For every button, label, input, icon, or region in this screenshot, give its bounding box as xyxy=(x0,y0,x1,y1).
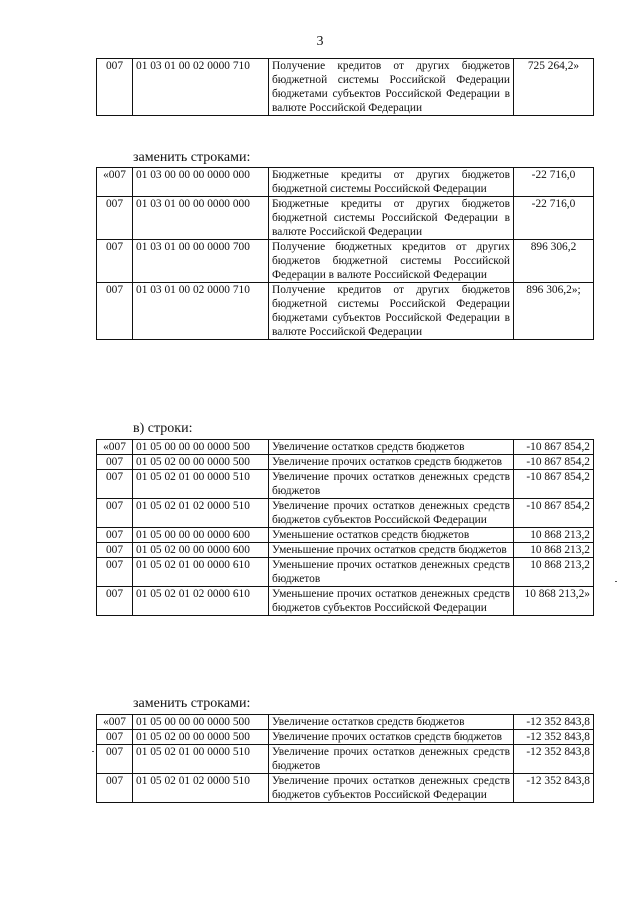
table-row xyxy=(97,558,594,587)
heading-replace-with-rows-2: заменить строками: xyxy=(133,696,251,711)
margin-mark xyxy=(92,751,94,752)
item-name-cell: Увеличение прочих остатков денежных средств бюджетов субъектов Российской Федерации xyxy=(269,774,514,803)
table-existing-balance-rows xyxy=(96,439,594,616)
table-row xyxy=(97,455,594,470)
table-row xyxy=(97,59,594,116)
item-name-cell: Уменьшение прочих остатков денежных средств бюджетов субъектов Российской Федерации xyxy=(269,587,514,616)
amount-cell: -12 352 843,8 xyxy=(514,715,594,730)
amount-cell: -12 352 843,8 xyxy=(514,730,594,745)
amount-cell: -10 867 854,2 xyxy=(514,470,594,499)
item-name-cell: Увеличение прочих остатков средств бюджетов xyxy=(269,455,514,470)
table-row xyxy=(97,499,594,528)
classification-code-cell: 01 05 02 01 00 0000 510 xyxy=(133,470,269,499)
amount-cell: 10 868 213,2» xyxy=(514,587,594,616)
amount-cell: -10 867 854,2 xyxy=(514,455,594,470)
amount-cell: 10 868 213,2 xyxy=(514,543,594,558)
table-row xyxy=(97,715,594,730)
classification-code-cell: 01 05 00 00 00 0000 500 xyxy=(133,715,269,730)
table-row xyxy=(97,774,594,803)
amount-cell: -22 716,0 xyxy=(514,168,594,197)
item-name-cell: Увеличение прочих остатков денежных средств бюджетов xyxy=(269,470,514,499)
item-name-cell: Бюджетные кредиты от других бюджетов бюджетной системы Российской Федерации xyxy=(269,168,514,197)
table-row xyxy=(97,168,594,197)
amount-cell: 10 868 213,2 xyxy=(514,528,594,543)
item-name-cell: Увеличение прочих остатков денежных средств бюджетов субъектов Российской Федерации xyxy=(269,499,514,528)
table-row xyxy=(97,745,594,774)
item-name-cell: Увеличение остатков средств бюджетов xyxy=(269,715,514,730)
classification-code-cell: 01 05 02 01 02 0000 510 xyxy=(133,499,269,528)
classification-code-cell: 01 05 02 01 00 0000 510 xyxy=(133,745,269,774)
classification-code-cell: 01 05 00 00 00 0000 500 xyxy=(133,440,269,455)
item-name-cell: Бюджетные кредиты от других бюджетов бюджетной системы Российской Федерации в валюте Российской Федерации xyxy=(269,197,514,240)
amount-cell: 10 868 213,2 xyxy=(514,558,594,587)
admin-code-cell: «007 xyxy=(97,440,133,455)
admin-code-cell: 007 xyxy=(97,558,133,587)
heading-section-v: в) строки: xyxy=(133,421,193,436)
amount-cell: -10 867 854,2 xyxy=(514,440,594,455)
classification-code-cell: 01 05 02 00 00 0000 500 xyxy=(133,455,269,470)
item-name-cell: Уменьшение прочих остатков средств бюджетов xyxy=(269,543,514,558)
admin-code-cell: 007 xyxy=(97,543,133,558)
admin-code-cell: 007 xyxy=(97,197,133,240)
margin-mark xyxy=(615,581,617,582)
table-row xyxy=(97,587,594,616)
classification-code-cell: 01 05 02 00 00 0000 600 xyxy=(133,543,269,558)
classification-code-cell: 01 05 02 01 02 0000 610 xyxy=(133,587,269,616)
admin-code-cell: 007 xyxy=(97,730,133,745)
item-name-cell: Увеличение прочих остатков денежных средств бюджетов xyxy=(269,745,514,774)
classification-code-cell: 01 03 01 00 00 0000 700 xyxy=(133,240,269,283)
table-row xyxy=(97,240,594,283)
page-number: 3 xyxy=(316,34,324,49)
table-row xyxy=(97,440,594,455)
item-name-cell: Увеличение прочих остатков средств бюджетов xyxy=(269,730,514,745)
table-row xyxy=(97,197,594,240)
admin-code-cell: «007 xyxy=(97,715,133,730)
admin-code-cell: 007 xyxy=(97,528,133,543)
admin-code-cell: 007 xyxy=(97,774,133,803)
table-row xyxy=(97,730,594,745)
table-row xyxy=(97,543,594,558)
table-row xyxy=(97,283,594,340)
classification-code-cell: 01 03 01 00 00 0000 000 xyxy=(133,197,269,240)
amount-cell: 725 264,2» xyxy=(514,59,594,116)
table-replacement-credit-rows xyxy=(96,167,594,340)
amount-cell: 896 306,2 xyxy=(514,240,594,283)
admin-code-cell: 007 xyxy=(97,470,133,499)
admin-code-cell: 007 xyxy=(97,745,133,774)
classification-code-cell: 01 03 01 00 02 0000 710 xyxy=(133,283,269,340)
amount-cell: -22 716,0 xyxy=(514,197,594,240)
classification-code-cell: 01 05 00 00 00 0000 600 xyxy=(133,528,269,543)
table-row xyxy=(97,528,594,543)
amount-cell: -12 352 843,8 xyxy=(514,745,594,774)
item-name-cell: Получение бюджетных кредитов от других бюджетов бюджетной системы Российской Федерации в валюте Российской Федерации xyxy=(269,240,514,283)
classification-code-cell: 01 03 00 00 00 0000 000 xyxy=(133,168,269,197)
table-existing-credit-row xyxy=(96,58,594,116)
item-name-cell: Уменьшение остатков средств бюджетов xyxy=(269,528,514,543)
classification-code-cell: 01 03 01 00 02 0000 710 xyxy=(133,59,269,116)
item-name-cell: Получение кредитов от других бюджетов бюджетной системы Российской Федерации бюджетами субъектов Российской Федерации в валюте Российской Федерации xyxy=(269,283,514,340)
classification-code-cell: 01 05 02 01 02 0000 510 xyxy=(133,774,269,803)
amount-cell: 896 306,2»; xyxy=(514,283,594,340)
admin-code-cell: 007 xyxy=(97,499,133,528)
amount-cell: -12 352 843,8 xyxy=(514,774,594,803)
admin-code-cell: 007 xyxy=(97,587,133,616)
item-name-cell: Уменьшение прочих остатков денежных средств бюджетов xyxy=(269,558,514,587)
heading-replace-with-rows-1: заменить строками: xyxy=(133,150,251,165)
table-replacement-balance-rows xyxy=(96,714,594,803)
classification-code-cell: 01 05 02 01 00 0000 610 xyxy=(133,558,269,587)
classification-code-cell: 01 05 02 00 00 0000 500 xyxy=(133,730,269,745)
admin-code-cell: 007 xyxy=(97,240,133,283)
admin-code-cell: 007 xyxy=(97,455,133,470)
amount-cell: -10 867 854,2 xyxy=(514,499,594,528)
table-row xyxy=(97,470,594,499)
admin-code-cell: «007 xyxy=(97,168,133,197)
item-name-cell: Получение кредитов от других бюджетов бюджетной системы Российской Федерации бюджетами субъектов Российской Федерации в валюте Российской Федерации xyxy=(269,59,514,116)
admin-code-cell: 007 xyxy=(97,283,133,340)
admin-code-cell: 007 xyxy=(97,59,133,116)
item-name-cell: Увеличение остатков средств бюджетов xyxy=(269,440,514,455)
